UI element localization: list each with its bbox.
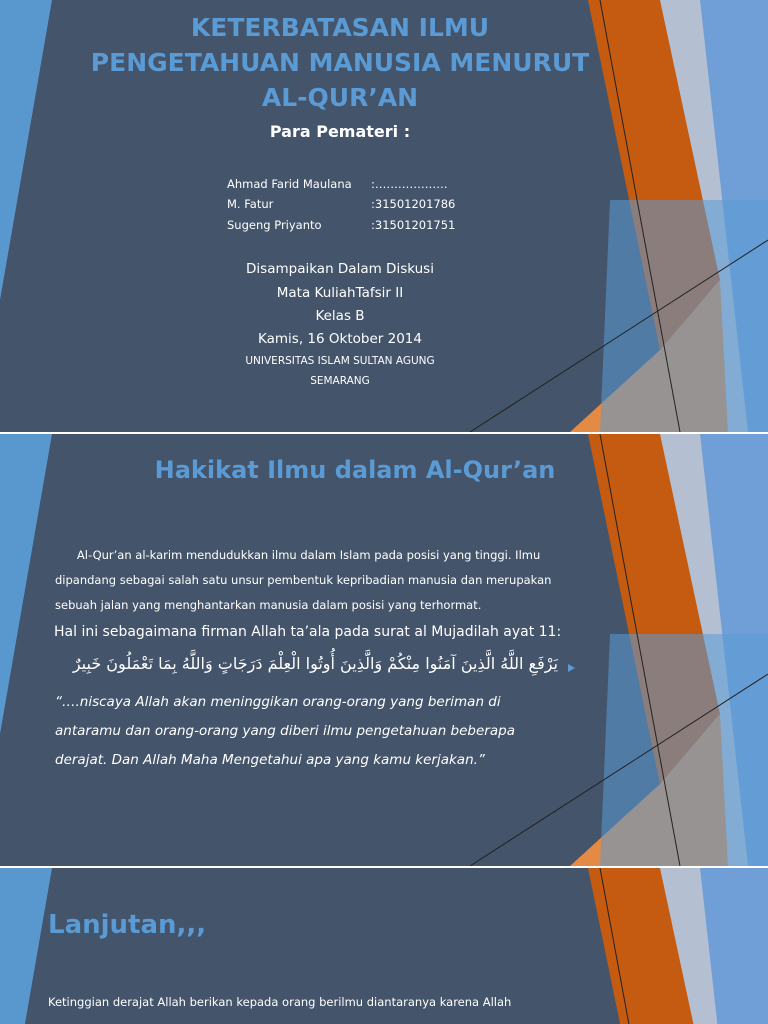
paragraph-line: Al-Qur’an al-karim mendudukkan ilmu dalam Islam pada posisi yang tinggi. Ilmu: [55, 548, 541, 562]
bullet-arrow-icon: [568, 664, 575, 672]
info-line: Kamis, 16 Oktober 2014: [258, 331, 422, 347]
slide-lanjutan: [0, 868, 768, 1024]
ayah-intro: Hal ini sebagaimana firman Allah ta’ala pada surat al Mujadilah ayat 11:: [54, 624, 562, 640]
slide-title: Hakikat Ilmu dalam Al-Qur’an: [154, 456, 556, 484]
presenter-id: :……………….: [371, 177, 448, 191]
city-name: SEMARANG: [310, 375, 370, 387]
info-line: Kelas B: [315, 308, 365, 324]
presentation-title: [90, 10, 590, 115]
info-line: Disampaikan Dalam Diskusi: [246, 261, 434, 277]
university-name: UNIVERSITAS ISLAM SULTAN AGUNG: [245, 355, 435, 367]
presenter-name: Sugeng Priyanto: [227, 218, 322, 232]
presenter-name: M. Fatur: [227, 197, 274, 211]
paragraph-line: sebuah jalan yang menghantarkan manusia dalam posisi yang terhormat.: [55, 598, 482, 612]
title-line: KETERBATASAN ILMU: [190, 13, 490, 42]
slide-title: Lanjutan,,,: [48, 910, 207, 940]
presenter-name: Ahmad Farid Maulana: [227, 177, 352, 191]
arabic-verse: يَرْفَعِ اللَّهُ الَّذِينَ آمَنُوا مِنْكُمْ وَالَّذِينَ أُوتُوا الْعِلْمَ دَرَجَاتٍ وَاللَّهُ بِمَا تَعْمَلُونَ خَبِيرٌ: [72, 654, 558, 673]
title-line: AL-QUR’AN: [261, 83, 419, 112]
paragraph-line: Ketinggian derajat Allah berikan kepada orang berilmu diantaranya karena Allah: [48, 995, 512, 1009]
presenter-id: :31501201786: [371, 197, 456, 211]
paragraph-line: dipandang sebagai salah satu unsur pembentuk kepribadian manusia dan merupakan: [55, 573, 552, 587]
presenter-id: :31501201751: [371, 218, 456, 232]
presenters-heading: Para Pemateri :: [269, 122, 411, 141]
slide-hakikat: [0, 434, 768, 866]
translation-line: derajat. Dan Allah Maha Mengetahui apa yang kamu kerjakan.”: [55, 752, 485, 768]
translation-line: “….niscaya Allah akan meninggikan orang-orang yang beriman di: [55, 694, 501, 710]
slide-title: [0, 0, 768, 432]
info-line: Mata KuliahTafsir II: [276, 285, 404, 301]
slide-decoration: [0, 434, 768, 866]
title-line: PENGETAHUAN MANUSIA MENURUT: [90, 48, 590, 77]
translation-line: antaramu dan orang-orang yang diberi ilmu pengetahuan beberapa: [55, 723, 515, 739]
